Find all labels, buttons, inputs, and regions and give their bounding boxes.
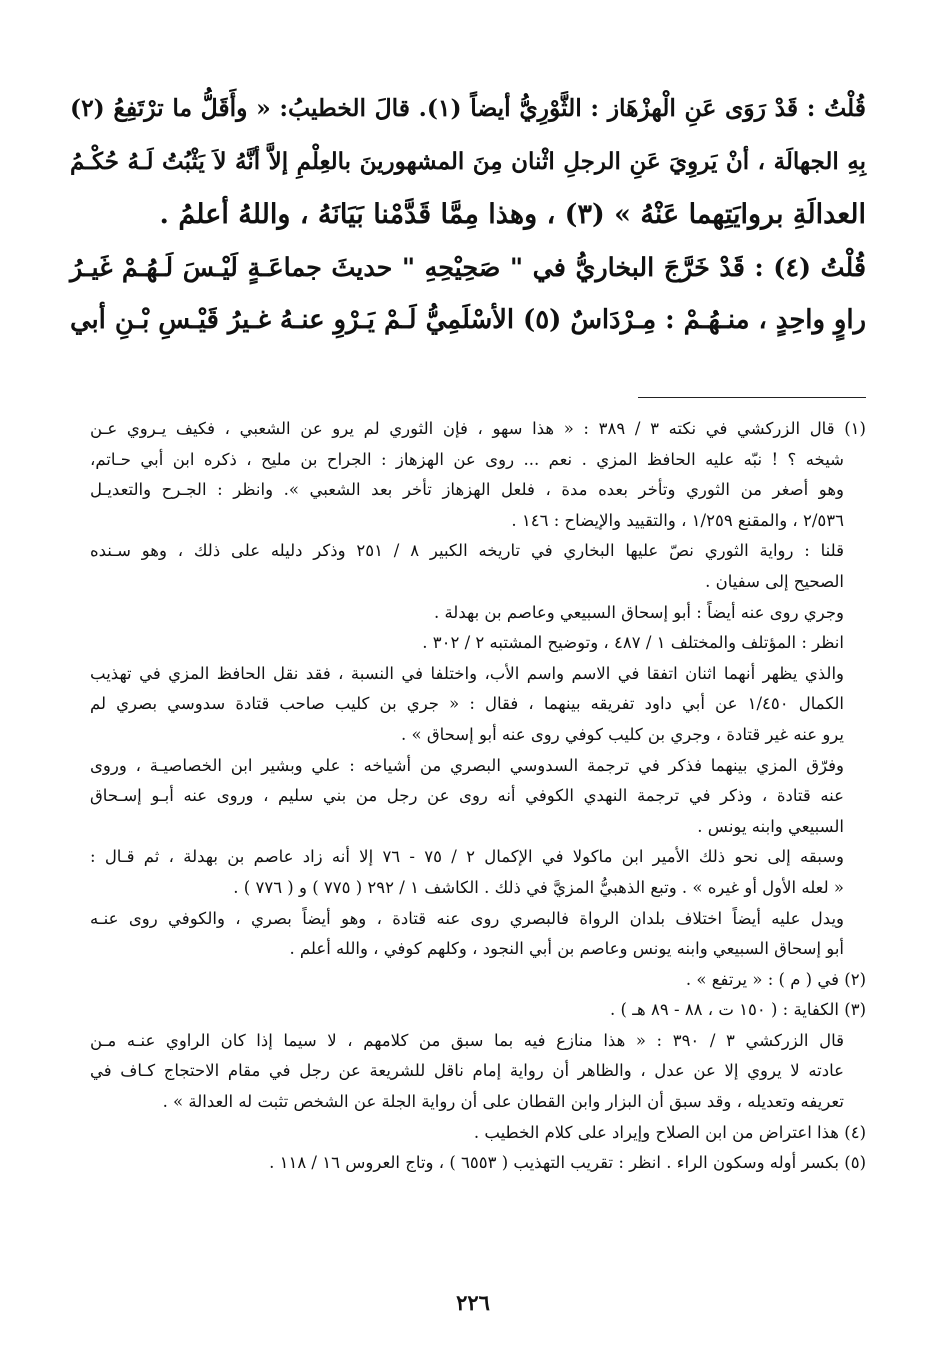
footnote-line: السبيعي وابنه يونس . bbox=[697, 816, 844, 836]
footnote-line: (٢) في ( م ) : « يرتفع » . bbox=[685, 969, 866, 989]
footnote-line: وجري روى عنه أيضاً : أبو إسحاق السبيعي وعاصم بن بهدلة . bbox=[433, 602, 844, 622]
footnote-separator bbox=[638, 397, 866, 398]
footnote-line: وهو أصغر من الثوري وتأخر بعده مدة ، فلعل الهزهاز تأخر بعد الشعبي ». وانظر : الجـرح والتعديـل bbox=[90, 480, 844, 500]
footnote-line: وفرّق المزي بينهما فذكر في ترجمة السدوسي البصري من أشياخه : علي وبشير ابن الخصاصيـة ، وروى bbox=[90, 755, 844, 775]
footnote-line: (١) قال الزركشي في نكته ٣ / ٣٨٩ : « هذا سهو ، فإن الثوري لم يرو عن الشعبي ، فكيف يـروي عـن bbox=[90, 419, 866, 438]
main-text bbox=[70, 82, 866, 347]
main-text-line: العدالَةِ بروايَتِهما عَنْهُ » (٣) ، وهذا مِمَّا قَدَّمْنا بَيَانَهُ ، واللهُ أعلمُ . bbox=[159, 199, 866, 230]
footnote-line: ٢/٥٣٦ ، والمقنع ١/٢٥٩ ، والتقييد والإيضاح : ١٤٦ . bbox=[511, 510, 844, 530]
footnote-line: قلنا : رواية الثوري نصّ عليها البخاري في تاريخه الكبير ٨ / ٢٥١ وذكر دليله على ذلك ، وهو سـنده bbox=[90, 541, 844, 561]
footnote-line: عادته لا يروي إلا عن عدل ، والظاهر أن رواية إمام ناقل للشريعة عن رجل في مقام الاحتجاج كـاف في bbox=[90, 1061, 844, 1081]
footnote-line: عنه قتادة ، وذكر في ترجمة النهدي الكوفي أنه روى عن رجل من بني سليم ، وروى عنه أبـو إسـحاق bbox=[90, 786, 844, 806]
footnote-line: والذي يظهر أنهما اثنان اتفقا في الاسم واسم الأب، واختلفا في النسبة ، فقد نقل الحافظ المزي في تهذيب bbox=[90, 663, 844, 683]
main-text-line: بِهِ الجهالَة ، أنْ يَروِيَ عَنِ الرجلِ اثْنان مِنَ المشهورينَ بالعِلْمِ إلاَّ أنَّهُ لاَ يَثْبُتُ لَـهُ حُكْـمُ bbox=[70, 148, 866, 175]
footnote-line: (٥) بكسر أوله وسكون الراء . انظر : تقريب التهذيب ( ٦٥٥٣ ) ، وتاج العروس ١٦ / ١١٨ . bbox=[269, 1153, 866, 1173]
footnote-line: شيخه ؟ ! نبّه عليه الحافظ المزي . نعم ... روى عن الهزهاز : الجراح بن مليح ، ذكره ابن أبي حـاتم، bbox=[90, 449, 844, 469]
main-text-line: راوٍ واحِدٍ ، منـهُـمْ : مِـرْدَاسٌ (٥) الأسْلَمِيُّ لَـمْ يَـرْوِ عنـهُ غـيرُ قَيْـسِ بْـنِ أبي bbox=[70, 305, 867, 335]
footnote-line: انظر : المؤتلف والمختلف ١ / ٤٨٧ ، وتوضيح المشتبه ٢ / ٣٠٢ . bbox=[422, 633, 844, 653]
footnote-line: قال الزركشي ٣ / ٣٩٠ : « هذا منازع فيه بما سبق من كلامهم ، لا سيما إذا كان الراوي عنـه مـن bbox=[90, 1030, 844, 1050]
footnote-line: أبو إسحاق السبيعي وابنه يونس وعاصم بن أبي النجود ، وكلهم كوفي ، والله أعلم . bbox=[289, 939, 844, 959]
footnote-line: ويدل عليه أيضاً اختلاف بلدان الرواة فالبصري روى عنه قتادة ، وهو أيضاً بصري ، والكوفي روى عنـه bbox=[90, 908, 844, 928]
main-text-line: قُلْتُ (٤) : قَدْ خَرَّجَ البخاريُّ في " صَحِيْحِهِ " حديثَ جماعَـةٍ لَيْـسَ لَـهُـمْ غَيـرُ bbox=[70, 252, 867, 282]
footnote-line: (٣) الكفاية : ( ١٥٠ ت ، ٨٨ - ٨٩ هـ ) . bbox=[610, 1000, 866, 1020]
footnote-line: تعريفه وتعديله ، وقد سبق أن البزار وابن القطان على أن رواية الجلة عن الشخص تثبت له العدالة » . bbox=[162, 1092, 844, 1112]
footnote-line: (٤) هذا اعتراض من ابن الصلاح وإيراد على كلام الخطيب . bbox=[473, 1122, 866, 1142]
footnote-line: وسبقه إلى نحو ذلك الأمير ابن ماكولا في الإكمال ٢ / ٧٥ - ٧٦ إلا أنه زاد عاصم بن بهدلة ، ثم قـال : bbox=[90, 847, 844, 867]
footnote-line: الصحيح إلى سفيان . bbox=[705, 571, 844, 591]
footnote-line: يرو عنه غير قتادة ، وجري بن كليب كوفي روى عنه أبو إسحاق » . bbox=[401, 724, 844, 744]
footnote-line: الكمال ١/٤٥٠ عن أبي داود تفريقه بينهما ، فقال : « جري بن كليب صاحب قتادة سدوسي بصري لم bbox=[90, 694, 844, 714]
footnotes bbox=[90, 414, 866, 1179]
main-text-line: قُلْتُ : قَدْ رَوَى عَنِ الْهزْهَاز : الثَّوْرِيُّ أيضاً (١). قالَ الخطيبُ: « وأَقَلُّ ما ترْتَفِعُ (٢) bbox=[70, 94, 866, 122]
footnote-line: « لعله الأول أو غيره » . وتبع الذهبيُّ المزيَّ في ذلك . الكاشف ١ / ٢٩٢ ( ٧٧٥ ) و ( ٧٧٦ ) . bbox=[233, 877, 844, 897]
page-number: ٢٢٦ bbox=[456, 1290, 490, 1315]
